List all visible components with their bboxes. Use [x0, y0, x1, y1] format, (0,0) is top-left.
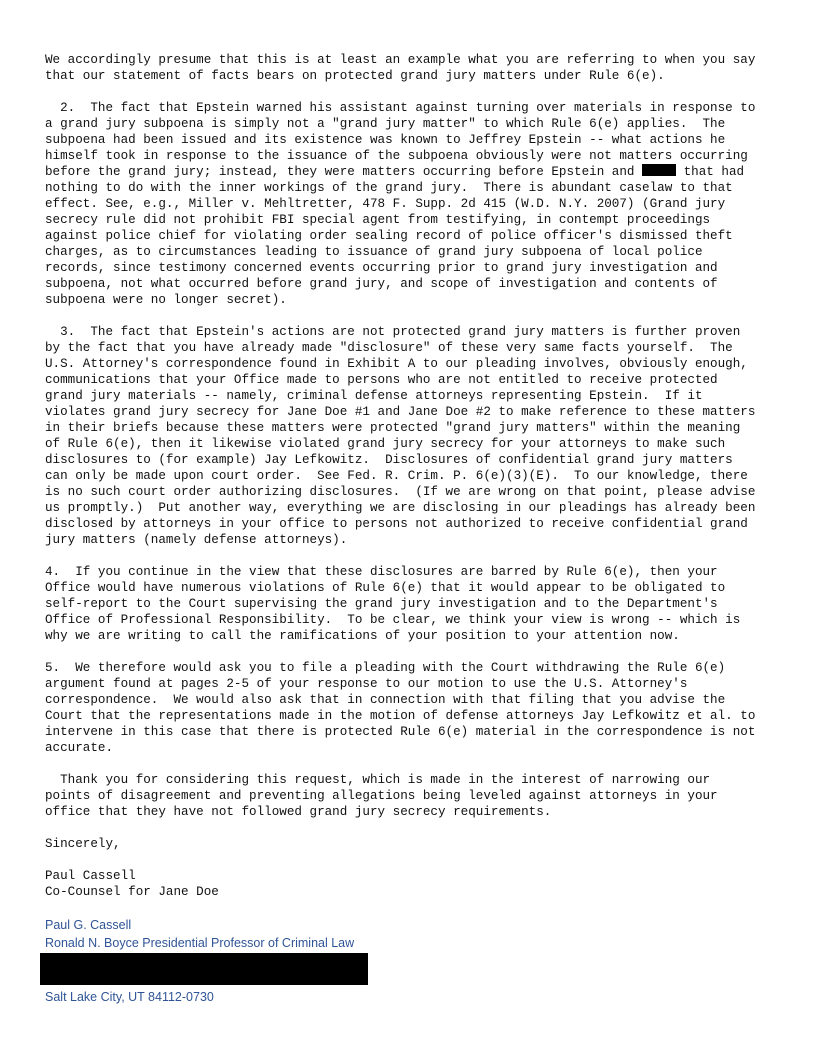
text-line: 2. The fact that Epstein warned his assistant against turning over materials in response to — [45, 101, 756, 115]
text-segment: before the grand jury; instead, they were matters occurring before Epstein and — [45, 165, 635, 179]
text-line: correspondence. We would also ask that in connection with that filing that you advise the — [45, 693, 726, 707]
text-line: Office would have numerous violations of Rule 6(e) that it would appear to be obligated to — [45, 581, 726, 595]
closing-salutation: Sincerely, — [45, 837, 121, 851]
text-line: subpoena, not what occurred before grand jury, and scope of investigation and contents of — [45, 277, 718, 291]
text-line: against police chief for violating order sealing record of police officer's dismissed theft — [45, 229, 733, 243]
signature-city: Salt Lake City, UT 84112-0730 — [45, 990, 214, 1004]
signature-name: Paul G. Cassell — [45, 918, 132, 932]
text-line: disclosures to (for example) Jay Lefkowitz. Disclosures of confidential grand jury matters — [45, 453, 733, 467]
paragraph-4 — [45, 564, 775, 644]
closing — [45, 836, 775, 852]
text-line: a grand jury subpoena is simply not a "grand jury matter" to which Rule 6(e) applies. The — [45, 117, 726, 131]
text-line: 4. If you continue in the view that these disclosures are barred by Rule 6(e), then your — [45, 565, 718, 579]
signature-title: Ronald N. Boyce Presidential Professor of Criminal Law — [45, 936, 355, 950]
text-line: Thank you for considering this request, which is made in the interest of narrowing our — [45, 773, 711, 787]
text-line: nothing to do with the inner workings of the grand jury. There is abundant caselaw to that — [45, 181, 733, 195]
text-line: office that they have not followed grand jury secrecy requirements. — [45, 805, 552, 819]
text-line: why we are writing to call the ramifications of your position to your attention now. — [45, 629, 680, 643]
text-line: secrecy rule did not prohibit FBI special agent from testifying, in contempt proceedings — [45, 213, 711, 227]
redaction-box — [642, 164, 676, 176]
letter-body — [45, 52, 775, 916]
text-line: subpoena were no longer secret). — [45, 293, 287, 307]
text-line: violates grand jury secrecy for Jane Doe #1 and Jane Doe #2 to make reference to these matters — [45, 405, 756, 419]
text-line: Office of Professional Responsibility. To be clear, we think your view is wrong -- which is — [45, 613, 741, 627]
text-line: argument found at pages 2-5 of your response to our motion to use the U.S. Attorney's — [45, 677, 688, 691]
text-line: subpoena had been issued and its existence was known to Jeffrey Epstein -- what actions he — [45, 133, 726, 147]
text-line: of Rule 6(e), then it likewise violated grand jury secrecy for your attorneys to make such — [45, 437, 726, 451]
text-line: accurate. — [45, 741, 114, 755]
text-line: points of disagreement and preventing allegations being leveled against attorneys in your — [45, 789, 718, 803]
text-line: Court that the representations made in the motion of defense attorneys Jay Lefkowitz et al. to — [45, 709, 756, 723]
text-line: in their briefs because these matters were protected "grand jury matters" within the meaning — [45, 421, 741, 435]
text-line: us promptly.) Put another way, everything we are disclosing in our pleadings has already been — [45, 501, 756, 515]
text-line-with-redaction — [45, 164, 775, 180]
paragraph-thanks — [45, 772, 775, 820]
text-line: U.S. Attorney's correspondence found in Exhibit A to our pleading involves, obviously enough, — [45, 357, 748, 371]
text-line: self-report to the Court supervising the grand jury investigation and to the Department's — [45, 597, 718, 611]
text-line: disclosed by attorneys in your office to persons not authorized to receive confidential grand — [45, 517, 748, 531]
text-line: intervene in this case that there is protected Rule 6(e) material in the correspondence is not — [45, 725, 756, 739]
redaction-block — [40, 953, 368, 985]
text-line: by the fact that you have already made "disclosure" of these very same facts yourself. The — [45, 341, 733, 355]
text-line: We accordingly presume that this is at least an example what you are referring to when you say — [45, 53, 756, 67]
text-line: that our statement of facts bears on protected grand jury matters under Rule 6(e). — [45, 69, 665, 83]
signer-role: Co-Counsel for Jane Doe — [45, 885, 219, 899]
text-line: jury matters (namely defense attorneys). — [45, 533, 348, 547]
text-segment: that had — [683, 165, 745, 179]
paragraph-2 — [45, 100, 775, 308]
email-signature — [45, 916, 354, 952]
paragraph-3 — [45, 324, 775, 548]
text-line: can only be made upon court order. See Fed. R. Crim. P. 6(e)(3)(E). To our knowledge, there — [45, 469, 748, 483]
text-line: grand jury materials -- namely, criminal defense attorneys representing Epstein. If it — [45, 389, 703, 403]
text-line: 3. The fact that Epstein's actions are not protected grand jury matters is further proven — [45, 325, 741, 339]
paragraph-5 — [45, 660, 775, 756]
text-line: communications that your Office made to persons who are not entitled to receive protected — [45, 373, 718, 387]
text-line: charges, as to circumstances leading to issuance of grand jury subpoena of local police — [45, 245, 703, 259]
text-line: effect. See, e.g., Miller v. Mehltretter, 478 F. Supp. 2d 415 (W.D. N.Y. 2007) (Grand jury — [45, 197, 726, 211]
text-line: records, since testimony concerned events occurring prior to grand jury investigation and — [45, 261, 718, 275]
signer-name: Paul Cassell — [45, 869, 136, 883]
signer-block — [45, 868, 775, 900]
text-line: is no such court order authorizing disclosures. (If we are wrong on that point, please advise — [45, 485, 756, 499]
text-line: 5. We therefore would ask you to file a pleading with the Court withdrawing the Rule 6(e) — [45, 661, 726, 675]
paragraph-intro — [45, 52, 775, 84]
text-line: himself took in response to the issuance of the subpoena obviously were not matters occurring — [45, 149, 748, 163]
